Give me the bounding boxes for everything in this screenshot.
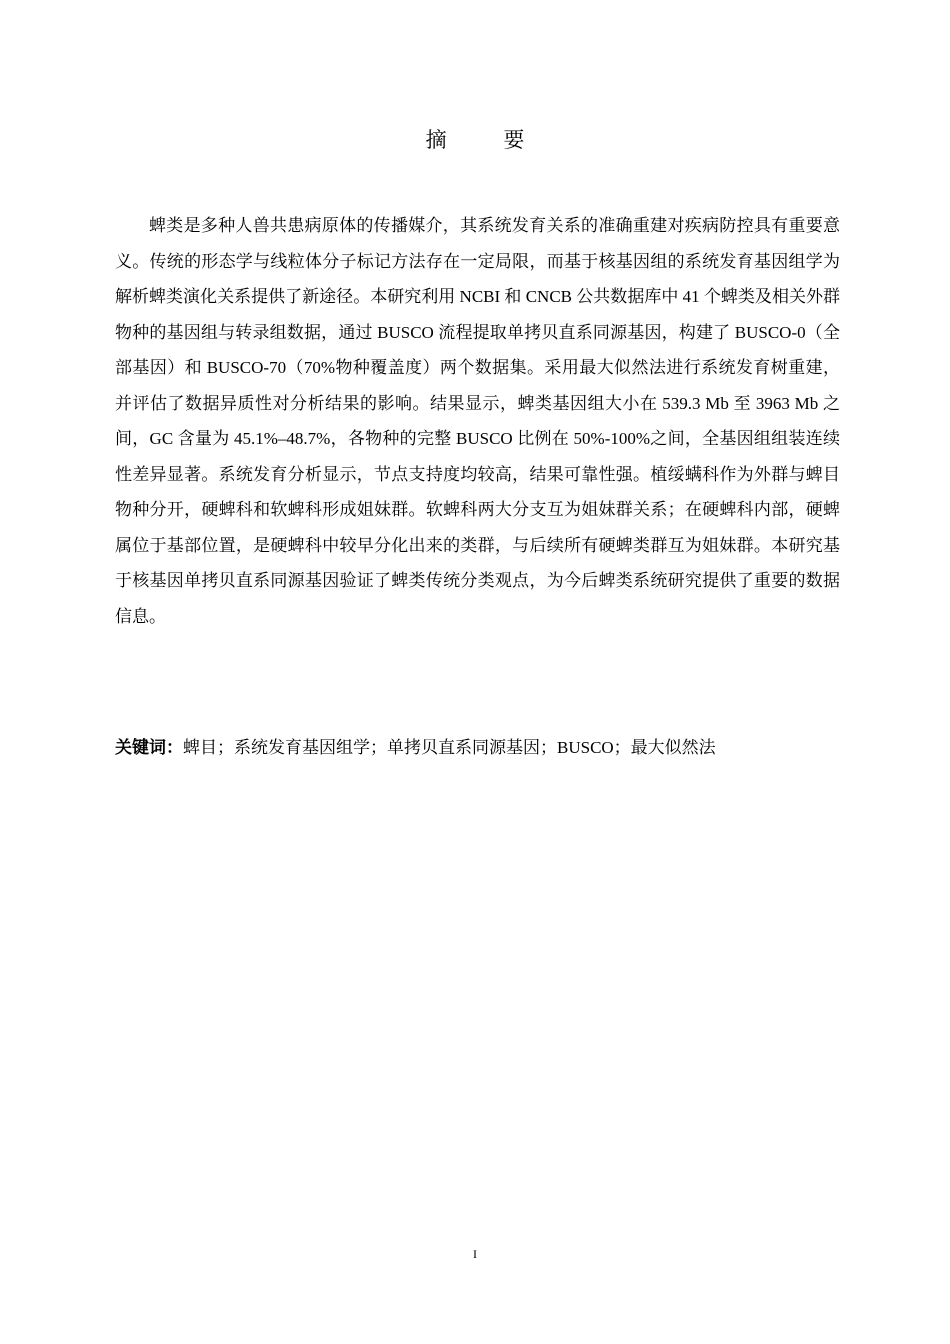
keywords-label: 关键词： (115, 738, 183, 757)
keywords-line (115, 732, 840, 764)
page-number: I (473, 1247, 477, 1261)
abstract-title: 摘 要 (425, 128, 550, 152)
keywords-text: 蜱目；系统发育基因组学；单拷贝直系同源基因；BUSCO；最大似然法 (183, 738, 716, 757)
abstract-body: 蜱类是多种人兽共患病原体的传播媒介，其系统发育关系的准确重建对疾病防控具有重要意义。传统的形态学与线粒体分子标记方法存在一定局限，而基于核基因组的系统发育基因组学为解析蜱类演化关系提供了新途径。本研究利用 NCBI 和 CNCB 公共数据库中 41 个蜱类及相关外群物种的基因组与转录组数据，通过 BUSCO 流程提取单拷贝直系同源基因，构建了 BUSCO-0（全部基因）和 BUSCO-70（70%物种覆盖度）两个数据集。采用最大似然法进行系统发育树重建，并评估了数据异质性对分析结果的影响。结果显示，蜱类基因组大小在 539.3 Mb 至 3963 Mb 之间，GC 含量为 45.1%–48.7%，各物种的完整 BUSCO 比例在 50%-100%之间，全基因组组装连续性差异显著。系统发育分析显示，节点支持度均较高，结果可靠性强。植绥螨科作为外群与蜱目物种分开，硬蜱科和软蜱科形成姐妹群。软蜱科两大分支互为姐妹群关系；在硬蜱科内部，硬蜱属位于基部位置，是硬蜱科中较早分化出来的类群，与后续所有硬蜱类群互为姐妹群。本研究基于核基因单拷贝直系同源基因验证了蜱类传统分类观点，为今后蜱类系统研究提供了重要的数据信息。 (115, 216, 840, 626)
